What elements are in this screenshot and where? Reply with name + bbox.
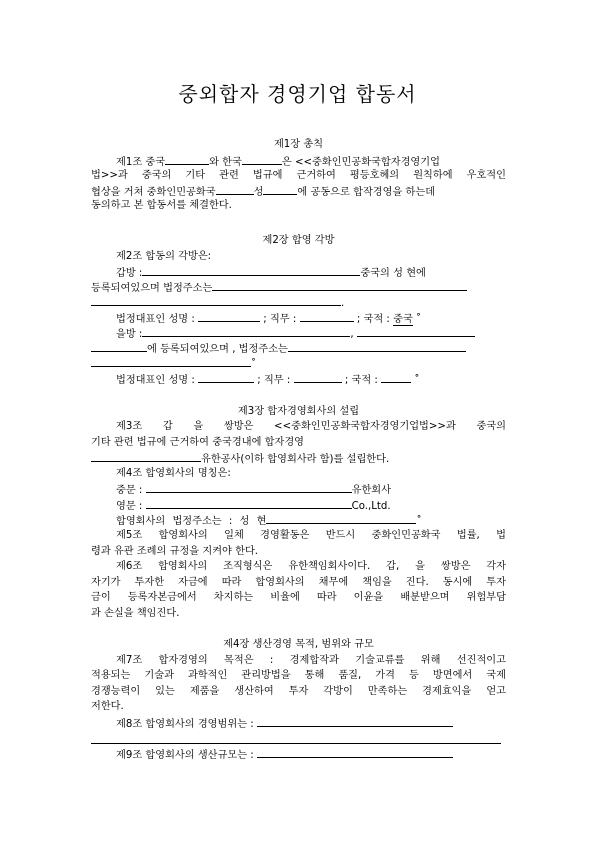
- blank-english-name[interactable]: [146, 498, 352, 509]
- article-3-text: 유한공사(이하 합영회사라 함)를 설립한다.: [201, 454, 390, 465]
- blank-party-b-rep[interactable]: [198, 372, 254, 383]
- article-6-line-3: 금이 등록자본금에서 차지하는 비율에 따라 이윤을 배분받으며 위험부담: [91, 592, 506, 603]
- blank-company-address[interactable]: [266, 513, 416, 524]
- mark-3: ˚: [414, 375, 420, 386]
- company-address-line: [116, 513, 531, 529]
- article-7-line-4: 저한다.: [91, 701, 124, 712]
- article-8-line: [116, 716, 506, 732]
- blank-china-party[interactable]: [165, 154, 209, 165]
- blank-party-b-name[interactable]: [142, 326, 350, 337]
- document-title: 중외합자 경영기업 합동서: [178, 82, 417, 106]
- english-name-label: 영문 :: [116, 501, 143, 512]
- article-1-line-3: [91, 184, 506, 200]
- period: .: [341, 298, 345, 309]
- party-a-address-label: 등록되여있으며 법정주소는: [91, 283, 213, 294]
- chapter-2-heading: 제2장 합영 각방: [262, 235, 335, 246]
- article-1-text-d: 협상을 거쳐 중화인민공화국: [91, 187, 216, 198]
- blank-party-b-address-2[interactable]: [91, 356, 251, 367]
- party-b-address-label: 에 등록되여있으며 , 법정주소는: [147, 344, 288, 355]
- chinese-name-line: [116, 482, 531, 498]
- article-1-line-2: 법>>과 중국의 기타 관련 법규에 근거하여 평등호혜의 원칙하에 우호적인: [91, 170, 506, 181]
- blank-party-a-name[interactable]: [142, 265, 360, 276]
- blank-chinese-name[interactable]: [146, 482, 352, 493]
- article-5-line-2: 령과 유관 조례의 규정을 지켜야 한다.: [91, 546, 259, 557]
- party-b-rep-label: 법정대표인 성명 :: [116, 375, 195, 386]
- party-b-label: 을방 :: [116, 329, 143, 340]
- chinese-name-suffix: 유한회사: [351, 485, 391, 496]
- party-a-address-line: [91, 280, 506, 296]
- chapter-3-heading: 제3장 합자경영회사의 설립: [237, 406, 360, 417]
- article-1-text-f: 에 공동으로 합작경영을 하는데: [297, 187, 436, 198]
- article-3-line-1: 제3조 갑 을 쌍방은 <<중화인민공화국합자경영기업법>>과 중국의: [116, 421, 506, 432]
- article-2-line-1: 제2조 합동의 각방은:: [116, 251, 212, 262]
- blank-production-scale[interactable]: [257, 747, 453, 758]
- blank-party-a-address[interactable]: [212, 280, 467, 291]
- blank-party-b-nationality[interactable]: [381, 372, 411, 383]
- article-6-line-2: 자기가 투자한 자금에 따라 합영회사의 채무에 책임을 진다. 동시에 투자: [91, 577, 506, 588]
- article-9-label: 제9조 합영회사의 생산규모는 :: [116, 750, 254, 761]
- article-1-text-a: 제1조 중국: [116, 157, 166, 168]
- blank-party-b-name-2[interactable]: [357, 326, 475, 337]
- article-9-line: [116, 747, 506, 763]
- english-name-suffix: Co.,Ltd.: [351, 501, 391, 512]
- blank-party-a-rep[interactable]: [198, 311, 260, 322]
- party-a-duty-label: ; 직무 :: [263, 314, 297, 325]
- article-6-line-1: 제6조 합영회사의 조직형식은 유한책임회사이다. 갑, 을 쌍방은 각자: [116, 561, 506, 572]
- article-8-label: 제8조 합영회사의 경영범위는 :: [116, 719, 254, 730]
- blank-party-b-address[interactable]: [288, 341, 466, 352]
- chapter-4-heading: 제4장 생산경영 목적, 범위와 규모: [223, 639, 374, 650]
- comma: ,: [350, 329, 354, 340]
- party-b-nat-label: ; 국적 :: [344, 375, 378, 386]
- party-b-rep-line: [116, 372, 506, 388]
- party-a-label: 갑방 :: [116, 268, 143, 279]
- article-7-line-3: 경쟁능력이 있는 제품을 생산하여 투자 각방이 만족하는 경제효익을 얻고: [91, 686, 506, 697]
- article-4-line-1: 제4조 합영회사의 명칭은:: [116, 468, 231, 479]
- article-1-text-b: 와 한국: [209, 157, 242, 168]
- article-3-line-2: 기타 관련 법규에 근거하여 중국경내에 합자경영: [91, 437, 305, 448]
- party-b-duty-label: ; 직무 :: [257, 375, 291, 386]
- blank-party-a-duty[interactable]: [300, 311, 354, 322]
- party-a-nationality: 중국: [393, 314, 413, 325]
- party-a-address-line-2: [91, 295, 506, 311]
- article-1-text-e: 성: [253, 187, 264, 198]
- article-3-line-3: [91, 451, 506, 467]
- blank-business-scope[interactable]: [257, 716, 453, 727]
- party-b-address-line-2: [91, 356, 506, 372]
- article-7-line-2: 적용되는 기술과 과학적인 관리방법을 통해 품질, 가격 등 방면에서 국제: [91, 670, 506, 681]
- chapter-1-heading: 제1장 총칙: [273, 139, 324, 150]
- article-7-line-1: 제7조 합자경영의 목적은 : 경제합작과 기술교류를 위해 선진적이고: [116, 655, 506, 666]
- party-a-line: [116, 265, 506, 281]
- party-a-rep-label: 법정대표인 성명 :: [116, 314, 195, 325]
- blank-party-b-duty[interactable]: [294, 372, 342, 383]
- blank-business-scope-2[interactable]: [91, 742, 501, 744]
- chinese-name-label: 중문 :: [116, 485, 143, 496]
- article-5-line-1: 제5조 합영회사의 일체 경영활동은 반드시 중화인민공화국 법률, 법: [116, 530, 506, 541]
- blank-company-name[interactable]: [91, 451, 201, 462]
- mark-2: ˚: [251, 359, 257, 370]
- party-b-line: [116, 326, 506, 342]
- blank-county[interactable]: [263, 184, 297, 195]
- blank-party-a-address-2[interactable]: [91, 295, 341, 306]
- party-b-address-line: [91, 341, 506, 357]
- blank-korea-party[interactable]: [242, 154, 282, 165]
- article-6-line-4: 과 손실을 책임진다.: [91, 608, 180, 619]
- mark: ˚: [416, 314, 422, 325]
- blank-party-b-country[interactable]: [91, 341, 147, 352]
- article-1-line-4: 동의하고 본 합동서를 체결한다.: [91, 200, 232, 211]
- article-1-text-c: 은 <<중화인민공화국합자경영기업: [281, 157, 440, 168]
- company-address-label: 합영회사의 법정주소는 : 성 현: [116, 516, 267, 527]
- party-a-location: 중국의 성 현에: [360, 268, 426, 279]
- party-a-rep-line: [116, 311, 506, 327]
- english-name-line: [116, 498, 531, 514]
- blank-province[interactable]: [216, 184, 254, 195]
- mark-4: ˚: [416, 516, 422, 527]
- party-a-nat-label: ; 국적 :: [356, 314, 390, 325]
- article-1-line-1: [116, 154, 506, 170]
